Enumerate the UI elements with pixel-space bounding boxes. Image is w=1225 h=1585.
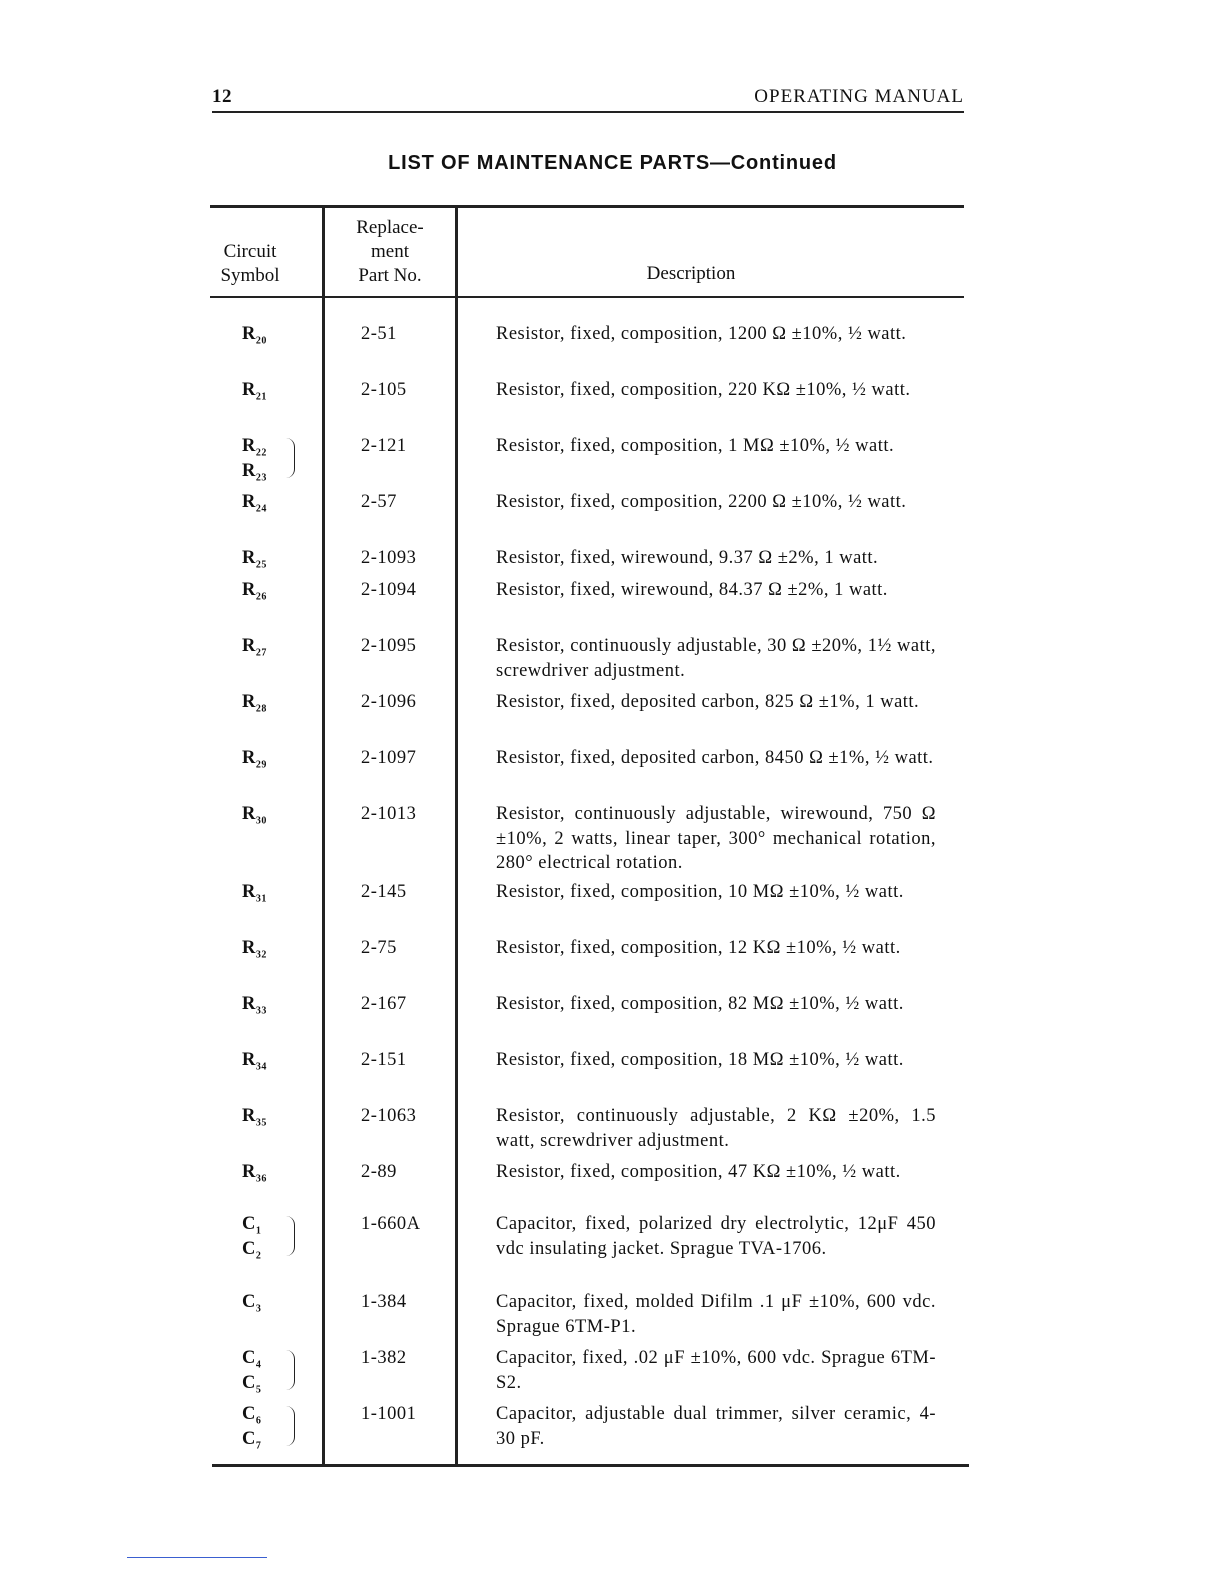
symbol-line <box>242 459 322 484</box>
part-number: 2-1095 <box>361 636 417 656</box>
part-number: 2-51 <box>361 324 397 344</box>
part-number: 2-1097 <box>361 748 417 768</box>
symbol-subscript: 6 <box>255 1415 262 1427</box>
circuit-symbol <box>242 936 322 961</box>
symbol-line <box>242 746 322 771</box>
table-bottom-rule <box>212 1464 969 1467</box>
list-title: LIST OF MAINTENANCE PARTS—Continued <box>388 152 837 174</box>
symbol-letter: R <box>242 636 256 656</box>
symbol-line <box>242 992 322 1017</box>
symbol-line <box>242 578 322 603</box>
symbol-subscript: 36 <box>255 1173 267 1185</box>
symbol-line <box>242 634 322 659</box>
circuit-symbol <box>242 1402 322 1451</box>
part-description: Resistor, fixed, composition, 1200 Ω ±10%, ½ watt. <box>496 324 907 344</box>
symbol-letter: C <box>242 1238 256 1259</box>
part-description: Capacitor, fixed, molded Difilm .1 μF ±10%, 600 vdc. Sprague 6TM-P1. <box>496 1292 936 1337</box>
column-header-line: Circuit <box>223 241 277 262</box>
circuit-symbol <box>242 1290 322 1315</box>
part-number: 2-1094 <box>361 580 417 600</box>
symbol-letter: C <box>242 1404 256 1424</box>
part-description: Resistor, fixed, composition, 1 MΩ ±10%, ½ watt. <box>496 436 895 456</box>
symbol-letter: C <box>242 1428 256 1449</box>
part-number: 2-1063 <box>361 1106 417 1126</box>
part-number: 1-660A <box>361 1214 421 1234</box>
header-rule <box>212 111 964 113</box>
part-description: Capacitor, fixed, polarized dry electrolytic, 12μF 450 vdc insulating jacket. Sprague TVA-1706. <box>496 1214 936 1259</box>
symbol-line <box>242 880 322 905</box>
symbol-subscript: 35 <box>255 1117 267 1129</box>
part-description: Resistor, continuously adjustable, 30 Ω ±20%, 1½ watt, screwdriver adjustment. <box>496 636 936 681</box>
symbol-letter: C <box>242 1292 256 1312</box>
circuit-symbol <box>242 746 322 771</box>
symbol-line <box>242 936 322 961</box>
circuit-symbol <box>242 880 322 905</box>
part-description: Resistor, fixed, deposited carbon, 8450 Ω ±1%, ½ watt. <box>496 748 934 768</box>
running-title: OPERATING MANUAL <box>754 86 964 107</box>
symbol-subscript: 2 <box>255 1250 262 1262</box>
part-description: Resistor, fixed, deposited carbon, 825 Ω ±1%, 1 watt. <box>496 692 920 712</box>
symbol-subscript: 20 <box>255 335 267 347</box>
symbol-line <box>242 1402 322 1427</box>
group-brace <box>286 1406 295 1446</box>
circuit-symbol <box>242 1048 322 1073</box>
part-number: 2-1013 <box>361 804 417 824</box>
part-description: Resistor, fixed, composition, 10 MΩ ±10%, ½ watt. <box>496 882 904 902</box>
part-description: Resistor, continuously adjustable, wirewound, 750 Ω ±10%, 2 watts, linear taper, 300° mechanical rotation, 280° electrical rotation. <box>496 804 936 873</box>
symbol-letter: R <box>242 804 256 824</box>
symbol-subscript: 22 <box>255 447 267 459</box>
symbol-subscript: 31 <box>255 893 267 905</box>
column-header-circuit-symbol <box>210 240 290 288</box>
part-number: 1-382 <box>361 1348 407 1368</box>
part-description: Resistor, fixed, composition, 47 KΩ ±10%, ½ watt. <box>496 1162 901 1182</box>
symbol-subscript: 25 <box>255 559 267 571</box>
symbol-subscript: 21 <box>255 391 267 403</box>
part-description: Resistor, fixed, composition, 2200 Ω ±10%, ½ watt. <box>496 492 907 512</box>
symbol-letter: C <box>242 1214 256 1234</box>
circuit-symbol <box>242 1212 322 1261</box>
circuit-symbol <box>242 578 322 603</box>
symbol-subscript: 33 <box>255 1005 267 1017</box>
part-description: Resistor, fixed, composition, 12 KΩ ±10%, ½ watt. <box>496 938 901 958</box>
symbol-line <box>242 434 322 459</box>
circuit-symbol <box>242 992 322 1017</box>
symbol-subscript: 3 <box>255 1303 262 1315</box>
footer-rule <box>127 1557 267 1558</box>
symbol-subscript: 24 <box>255 503 267 515</box>
column-header-line: Replace- <box>356 217 424 238</box>
symbol-letter: R <box>242 436 256 456</box>
symbol-line <box>242 322 322 347</box>
part-number: 2-57 <box>361 492 397 512</box>
part-number: 2-105 <box>361 380 407 400</box>
part-number: 2-145 <box>361 882 407 902</box>
group-brace <box>286 1350 295 1390</box>
symbol-line <box>242 690 322 715</box>
symbol-line <box>242 546 322 571</box>
symbol-letter: R <box>242 692 256 712</box>
symbol-line <box>242 1048 322 1073</box>
symbol-subscript: 27 <box>255 647 267 659</box>
symbol-subscript: 7 <box>255 1440 262 1452</box>
symbol-line <box>242 802 322 827</box>
symbol-line <box>242 1104 322 1129</box>
symbol-line <box>242 378 322 403</box>
part-number: 2-1096 <box>361 692 417 712</box>
symbol-letter: R <box>242 1106 256 1126</box>
part-description: Resistor, fixed, composition, 82 MΩ ±10%, ½ watt. <box>496 994 904 1014</box>
column-header-line: Part No. <box>358 265 422 286</box>
part-description: Resistor, fixed, wirewound, 9.37 Ω ±2%, 1 watt. <box>496 548 879 568</box>
page-number: 12 <box>212 86 232 107</box>
symbol-letter: R <box>242 994 256 1014</box>
symbol-letter: R <box>242 882 256 902</box>
symbol-letter: R <box>242 748 256 768</box>
symbol-line <box>242 490 322 515</box>
symbol-letter: R <box>242 324 256 344</box>
part-description: Capacitor, adjustable dual trimmer, silver ceramic, 4-30 pF. <box>496 1404 936 1449</box>
symbol-line <box>242 1160 322 1185</box>
circuit-symbol <box>242 378 322 403</box>
symbol-letter: R <box>242 938 256 958</box>
symbol-subscript: 1 <box>255 1225 262 1237</box>
column-header-line: ment <box>371 241 409 262</box>
part-number: 2-167 <box>361 994 407 1014</box>
circuit-symbol <box>242 634 322 659</box>
symbol-letter: R <box>242 460 256 481</box>
symbol-letter: R <box>242 1050 256 1070</box>
part-number: 2-121 <box>361 436 407 456</box>
circuit-symbol <box>242 1160 322 1185</box>
symbol-subscript: 29 <box>255 759 267 771</box>
symbol-line <box>242 1371 322 1396</box>
group-brace <box>286 1216 295 1256</box>
symbol-line <box>242 1212 322 1237</box>
symbol-letter: R <box>242 1162 256 1182</box>
part-description: Capacitor, fixed, .02 μF ±10%, 600 vdc. Sprague 6TM-S2. <box>496 1348 936 1393</box>
symbol-subscript: 5 <box>255 1384 262 1396</box>
column-header-part-no <box>326 216 454 288</box>
part-description: Resistor, fixed, composition, 220 KΩ ±10%, ½ watt. <box>496 380 911 400</box>
part-number: 2-75 <box>361 938 397 958</box>
symbol-letter: C <box>242 1372 256 1393</box>
symbol-subscript: 23 <box>255 472 267 484</box>
part-number: 1-1001 <box>361 1404 417 1424</box>
part-description: Resistor, continuously adjustable, 2 KΩ ±20%, 1.5 watt, screwdriver adjustment. <box>496 1106 936 1151</box>
symbol-letter: R <box>242 548 256 568</box>
symbol-letter: C <box>242 1348 256 1368</box>
symbol-subscript: 4 <box>255 1359 262 1371</box>
part-description: Resistor, fixed, composition, 18 MΩ ±10%, ½ watt. <box>496 1050 904 1070</box>
circuit-symbol <box>242 546 322 571</box>
circuit-symbol <box>242 1104 322 1129</box>
symbol-line <box>242 1346 322 1371</box>
circuit-symbol <box>242 490 322 515</box>
part-number: 2-1093 <box>361 548 417 568</box>
symbol-letter: R <box>242 380 256 400</box>
part-description: Resistor, fixed, wirewound, 84.37 Ω ±2%, 1 watt. <box>496 580 888 600</box>
circuit-symbol <box>242 690 322 715</box>
symbol-line <box>242 1427 322 1452</box>
symbol-subscript: 34 <box>255 1061 267 1073</box>
symbol-subscript: 28 <box>255 703 267 715</box>
symbol-letter: R <box>242 580 256 600</box>
circuit-symbol <box>242 802 322 827</box>
symbol-subscript: 32 <box>255 949 267 961</box>
column-header-line: Symbol <box>220 265 280 286</box>
group-brace <box>286 438 295 478</box>
circuit-symbol <box>242 1346 322 1395</box>
circuit-symbol <box>242 434 322 483</box>
symbol-subscript: 30 <box>255 815 267 827</box>
symbol-line <box>242 1290 322 1315</box>
part-number: 1-384 <box>361 1292 407 1312</box>
symbol-letter: R <box>242 492 256 512</box>
part-number: 2-89 <box>361 1162 397 1182</box>
column-header-description: Description <box>646 263 736 284</box>
part-number: 2-151 <box>361 1050 407 1070</box>
symbol-line <box>242 1237 322 1262</box>
column-divider-1 <box>322 207 325 1465</box>
circuit-symbol <box>242 322 322 347</box>
symbol-subscript: 26 <box>255 591 267 603</box>
